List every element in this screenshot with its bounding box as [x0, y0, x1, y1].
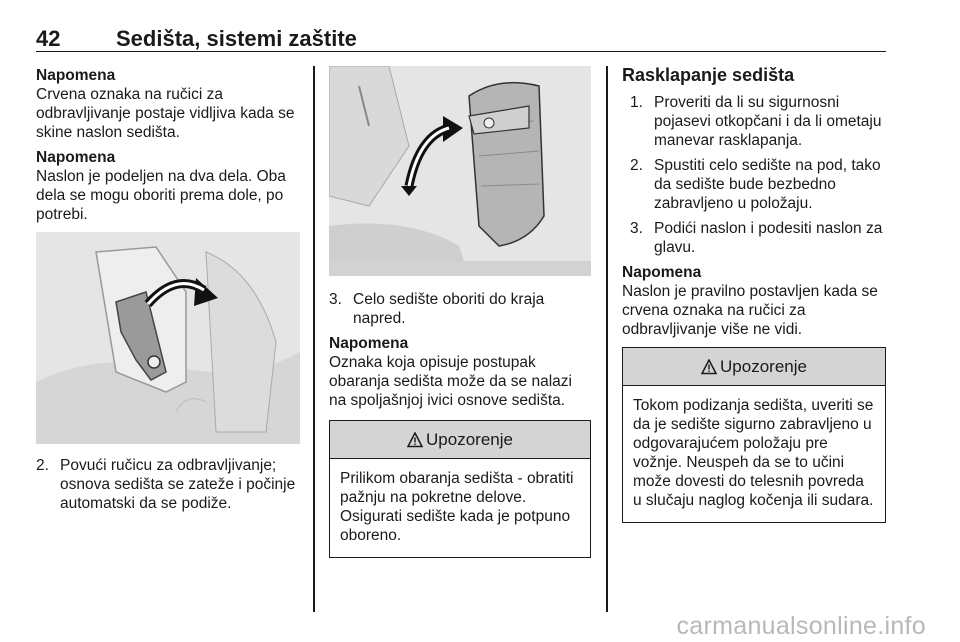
list-item: [36, 456, 300, 513]
step-number: 3.: [630, 220, 643, 237]
figure-fold-seat: [329, 66, 591, 276]
list-item: [329, 290, 591, 328]
note-heading: Napomena: [329, 335, 409, 352]
warning-title: Upozorenje: [720, 357, 807, 376]
note-block: [329, 334, 591, 410]
step-number: 3.: [329, 291, 342, 308]
step-text: Podići naslon i podesiti naslon za glavu.: [654, 220, 883, 256]
warning-box: [622, 347, 886, 523]
step-number: 2.: [630, 157, 643, 174]
warning-triangle-icon: [407, 432, 423, 448]
list-item: [630, 93, 886, 150]
note-block: [36, 148, 300, 224]
list-item: [630, 219, 886, 257]
note-text: Crvena oznaka na ručici za odbravljivanje postaje vidljiva kada se skine naslon sedišta.: [36, 86, 295, 141]
figure-unlock-lever: [36, 232, 300, 444]
column-divider-1: [313, 66, 315, 612]
step-number: 2.: [36, 457, 49, 474]
note-text: Oznaka koja opisuje postupak obaranja sedišta može da se nalazi na spoljašnjoj ivici osnove sedišta.: [329, 354, 572, 409]
warning-header: [330, 421, 590, 459]
chapter-title: Sedišta, sistemi zaštite: [116, 26, 357, 51]
note-block: [622, 263, 886, 339]
column-left: [36, 66, 300, 519]
warning-text: Tokom podizanja sedišta, uveriti se da je sedište sigurno zabravljeno u odgovarajućem položaju pre vožnje. Neuspeh da se to učini može dovesti do telesnih povreda u slučaju naglog kočenja ili sudara.: [633, 397, 874, 509]
warning-triangle-icon: [701, 359, 717, 375]
list-item: [630, 156, 886, 213]
step-text: Spustiti celo sedište na pod, tako da sedište bude bezbedno zabravljeno u položaju.: [654, 157, 881, 212]
warning-header: [623, 348, 885, 386]
steps-list: [36, 456, 300, 513]
note-heading: Napomena: [36, 67, 116, 84]
step-text: Proveriti da li su sigurnosni pojasevi otkopčani i da li ometaju manevar rasklapanja.: [654, 94, 882, 149]
step-text: Celo sedište oboriti do kraja napred.: [353, 291, 545, 327]
page-number: 42: [36, 26, 61, 51]
seat-fold-illustration: [329, 66, 591, 276]
note-block: [36, 66, 300, 142]
step-text: Povući ručicu za odbravljivanje; osnova sedišta se zateže i počinje automatski da se podiže.: [60, 457, 296, 512]
warning-title: Upozorenje: [426, 430, 513, 449]
step-number: 1.: [630, 94, 643, 111]
section-title: Rasklapanje sedišta: [622, 65, 795, 85]
column-right: [622, 66, 886, 523]
column-divider-2: [606, 66, 608, 612]
note-heading: Napomena: [622, 264, 702, 281]
steps-list: [622, 93, 886, 257]
warning-box: [329, 420, 591, 558]
note-heading: Napomena: [36, 149, 116, 166]
page-header: [36, 26, 886, 52]
note-text: Naslon je podeljen na dva dela. Oba dela se mogu oboriti prema dole, po potrebi.: [36, 168, 286, 223]
steps-list: [329, 290, 591, 328]
note-text: Naslon je pravilno postavljen kada se crvena oznaka na ručici za odbravljivanje više ne vidi.: [622, 283, 878, 338]
seat-lever-illustration: [36, 232, 300, 444]
warning-text: Prilikom obaranja sedišta - obratiti pažnju na pokretne delove. Osigurati sedište kada je potpuno oboreno.: [340, 470, 574, 544]
column-middle: [329, 66, 591, 558]
watermark: carmanualsonline.info: [676, 612, 926, 640]
